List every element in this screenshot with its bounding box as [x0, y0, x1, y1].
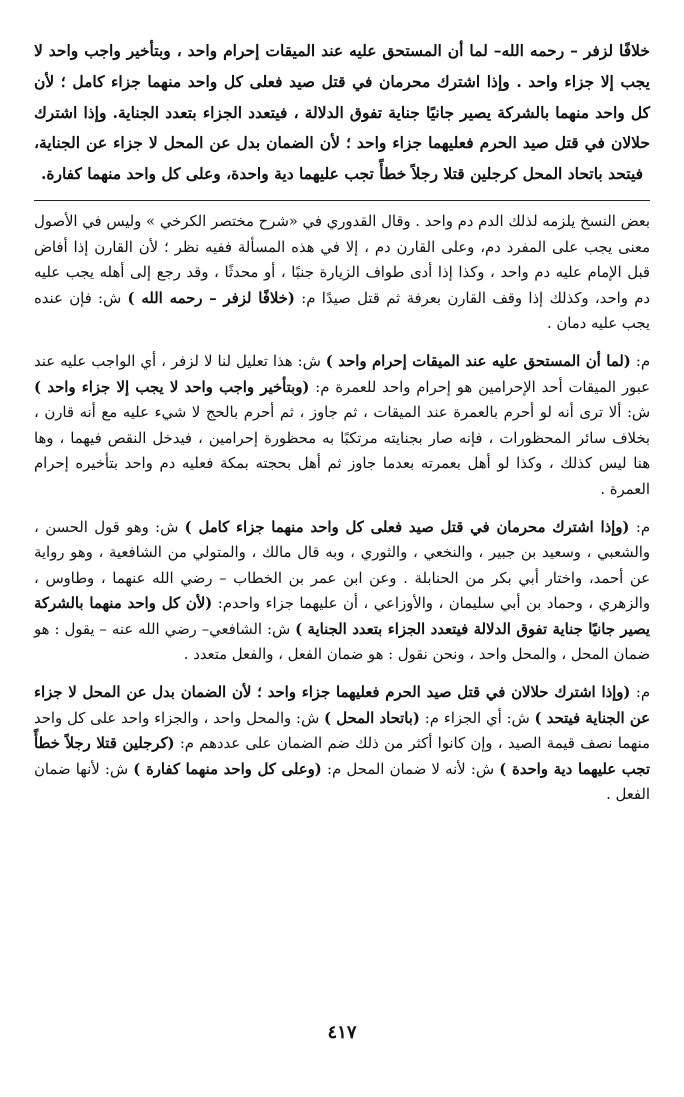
commentary-section: [34, 209, 650, 808]
commentary-text: ش: لأنه لا ضمان المحل م:: [321, 760, 500, 778]
page-number: ٤١٧: [327, 1022, 357, 1043]
matn-quote: (وإذا اشترك محرمان في قتل صيد فعلى كل واحد منهما جزاء كامل ): [184, 518, 630, 536]
commentary-paragraph: [34, 209, 650, 337]
matn-quote: (وإذا اشترك حلالان في قتل صيد الحرم فعليهما جزاء واحد ؛ لأن الضمان بدل عن المحل لا جزاء عن الجناية فيتحد ): [34, 684, 650, 727]
matn-quote: (وبتأخير واجب واحد لا يجب إلا جزاء واحد ): [34, 378, 310, 396]
commentary-text: ش: أي الجزاء م:: [419, 709, 535, 727]
matn-quote: (كرجلين قتلا رجلاً خطأً تجب عليهما دية واحدة ): [34, 735, 650, 778]
matn-quote: (لأن كل واحد منهما بالشركة يصير جانيًا جناية تفوق الدلالة فيتعدد الجزاء بتعدد الجناية ): [34, 595, 650, 638]
main-text: خلافًا لزفر – رحمه الله– لما أن المستحق عليه عند الميقات إحرام واحد ، وبتأخير واجب واحد لا يجب إلا جزاء واحد . وإذا اشترك محرمان في قتل صيد فعلى كل واحد منهما جزاء كامل ؛ لأن كل واحد منهما بالشركة يصير جانيًا جناية تفوق الدلالة ، فيتعدد الجزاء بتعدد الجناية. وإذا اشترك حلالان في قتل صيد الحرم فعليهما جزاء واحد ؛ لأن الضمان بدل عن المحل لا جزاء عن الجناية، فيتحد باتحاد المحل كرجلين قتلا رجلاً خطأً تجب عليهما دية واحدة، وعلى كل واحد منهما كفارة.: [34, 41, 650, 184]
commentary-text: بعض النسخ يلزمه لذلك الدم دم واحد . وقال القدوري في «شرح مختصر الكرخي » وليس في الأصول معنى يجب على المفرد دم، وعلى القارن دم ، إلا في هذه المسألة ففيه نظر ؛ لأن القارن إذا أفاض قبل الإمام عليه دم واحد ، وكذا إذا أدى طواف الزيارة جنبًا ، أو محدثًا ، وقد رجع إلى أهله يجب عليه دم واحد، وكذلك إذا وقف القارن بعرفة ثم قتل صيدًا م:: [34, 212, 650, 307]
separator-rule: [34, 200, 650, 201]
commentary-text: م:: [629, 518, 650, 536]
commentary-text: ش: وهو قول الحسن ، والشعبي ، وسعيد بن جبير ، والنخعي ، والثوري ، وبه قال مالك ، والمتولي من الشافعية ، وهو رواية عن أحمد، واختار أبي بكر من الحنابلة . وعن ابن عمر بن الخطاب – رضي الله عنهما ، وطاوس ، والزهري ، وحماد بن أبي سليمان ، والأوزاعي ، أن عليهما جزاء واحدم:: [34, 518, 650, 613]
commentary-text: ش: ألا ترى أنه لو أحرم بالعمرة عند الميقات ، ثم جاوز ، ثم أحرم بالحج لا شيء عليه مع أنه قارن ، بخلاف سائر المحظورات ، فإنه صار بجنايته مرتكبًا به محظورة إحرامين ، فيدخل النقص فيهما ، وها هنا ليس كذلك ، وكذا لو أهل بعمرته بعدما جاوز ثم أهل بحجته بمكة فعليه دم واحد بتأخيره إحرام العمرة .: [34, 404, 650, 498]
commentary-text: م:: [630, 684, 650, 702]
commentary-text: ش: الشافعي– رضي الله عنه – يقول : هو ضمان المحل ، والمحل واحد ، ونحن نقول : هو ضمان الفعل ، والفعل متعدد .: [34, 620, 650, 664]
commentary-text: ش: والمحل واحد ، والجزاء واحد على كل واحد منهما نصف قيمة الصيد ، وإن كانوا أكثر من ذلك ضم الضمان على عددهم م:: [34, 709, 650, 753]
commentary-paragraph: [34, 349, 650, 503]
commentary-text: ش: فإن عنده يجب عليه دمان .: [34, 289, 650, 333]
matn-quote: (لما أن المستحق عليه عند الميقات إحرام واحد ): [325, 352, 631, 370]
commentary-paragraph: [34, 515, 650, 669]
matn-quote: (باتحاد المحل ): [323, 709, 420, 727]
commentary-text: ش: هذا تعليل لنا لا لزفر ، أي الواجب عليه عند عبور الميقات أحد الإحرامين هو إحرام واحد للعمرة م:: [34, 352, 651, 396]
commentary-text: م:: [630, 352, 650, 370]
matn-quote: (خلافًا لزفر – رحمه الله ): [127, 289, 295, 307]
commentary-paragraph: [34, 680, 650, 808]
commentary-text: ش: لأنها ضمان الفعل .: [34, 760, 650, 804]
matn-quote: (وعلى كل واحد منهما كفارة ): [133, 760, 322, 778]
